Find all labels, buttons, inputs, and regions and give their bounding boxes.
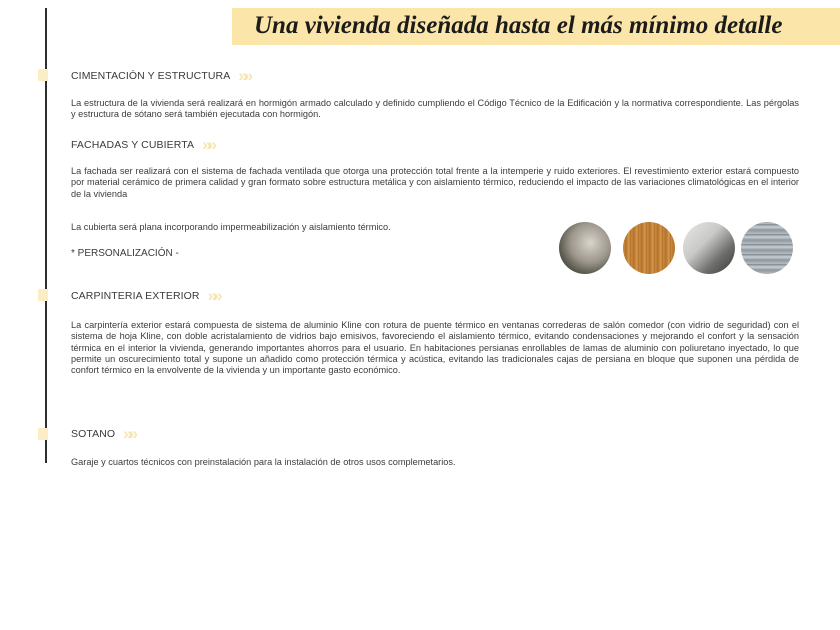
material-swatch-stone-image [741,222,793,274]
section-heading-carpinteria [71,288,219,304]
chevron-decor-icon: »» [123,424,135,443]
section-paragraph: La cubierta será plana incorporando impermeabilización y aislamiento térmico. [71,222,391,232]
section-paragraph: La estructura de la vivienda será realizará en hormigón armado calculado y definido cumpliendo el Código Técnico de la Edificación y la normativa correspondiente. Las pérgolas y estructura de sótano será también ejecutada con hormigón. [71,98,799,120]
personalization-note: * PERSONALIZACIÓN - [71,248,179,259]
section-paragraph: La carpintería exterior estará compuesta de sistema de aluminio Kline con rotura de puente térmico en ventanas correderas de salón comedor (con vidrio de seguridad) con el sistema de hoja Kline, con doble acristalamiento de vidrios bajo emisivos, favoreciendo el aislamiento térmico, evitando condensaciones y mejorando el confort y la sensación térmica en el interior la vivienda, generando importantes ahorros para el usuario. En habitaciones persianas enrollables de lamas de aluminio con poliuretano inyectado, lo que permite un oscurecimiento total y supone un añadido como protección térmica y acústica, evitando las tradicionales cajas de persiana en bloque que suponen una pérdida de confort térmico en la envolvente de la vivienda y un importante gasto económico. [71,320,799,376]
chevron-decor-icon: »» [207,286,219,305]
material-swatch-wood-image [623,222,675,274]
section-bullet [38,289,48,301]
section-heading-label: CIMENTACIÓN Y ESTRUCTURA [71,70,231,82]
material-swatch-interior-image [559,222,611,274]
section-heading-fachadas [71,137,213,153]
page-title: Una vivienda diseñada hasta el más mínimo detalle [254,12,783,39]
material-swatch-concrete-image [683,222,735,274]
section-heading-label: FACHADAS Y CUBIERTA [71,139,195,151]
section-bullet [38,69,48,81]
section-paragraph: Garaje y cuartos técnicos con preinstalación para la instalación de otros usos complemetarios. [71,457,456,467]
chevron-decor-icon: »» [202,135,213,154]
section-paragraph: La fachada ser realizará con el sistema de fachada ventilada que otorga una protección total frente a la intemperie y ruido exteriores. El revestimiento exterior estará compuesto por material cerámico de primera calidad y gran formato sobre estructura metálica y con aislamiento térmico, reduciendo el impacto de las variaciones climatológicas en el interior de la vivienda [71,166,799,199]
section-heading-label: CARPINTERIA EXTERIOR [71,290,200,302]
chevron-decor-icon: »» [238,66,250,85]
section-heading-cimentacion [71,68,249,84]
section-heading-label: SOTANO [71,428,116,440]
section-heading-sotano [71,426,134,442]
section-bullet [38,428,48,440]
